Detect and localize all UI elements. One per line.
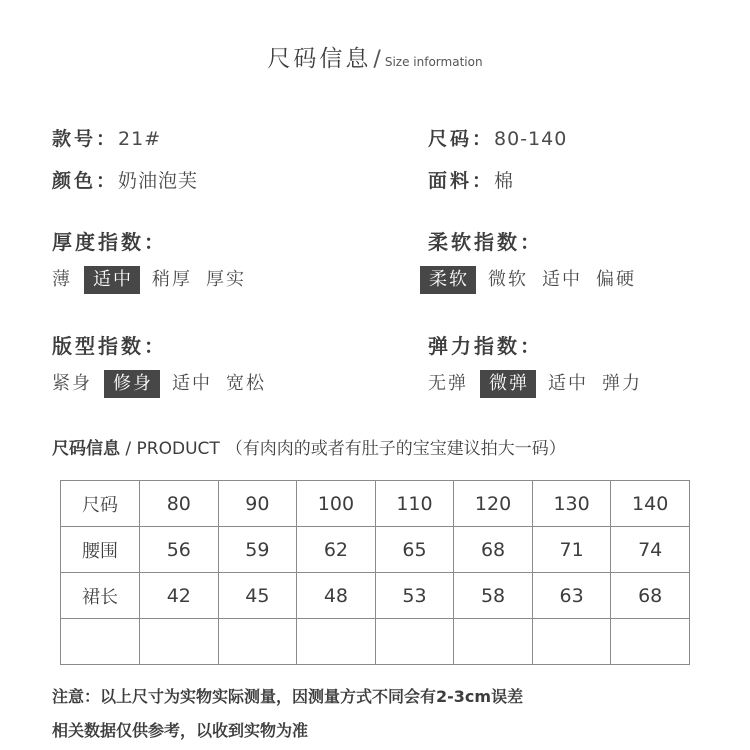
row-label <box>61 619 140 665</box>
row-label: 腰围 <box>61 527 140 573</box>
elasticity-option: 弹力 <box>602 373 642 394</box>
row-label: 裙长 <box>61 573 140 619</box>
table-row <box>61 573 690 619</box>
row-label: 尺码 <box>61 481 140 527</box>
table-cell: 120 <box>454 481 533 527</box>
softness-index-title: 柔软指数： <box>428 230 543 254</box>
softness-option: 偏硬 <box>596 269 636 290</box>
table-cell: 74 <box>611 527 690 573</box>
product-english: PRODUCT <box>136 439 220 459</box>
style-number-value: 21# <box>118 128 162 150</box>
table-cell <box>611 619 690 665</box>
table-cell: 71 <box>532 527 611 573</box>
table-cell: 65 <box>375 527 454 573</box>
softness-option: 微软 <box>488 269 528 290</box>
table-cell: 62 <box>297 527 376 573</box>
thickness-options <box>50 266 258 294</box>
fit-index-title: 版型指数： <box>52 334 167 358</box>
table-cell: 59 <box>218 527 297 573</box>
size-range-value: 80-140 <box>494 128 568 150</box>
thickness-option-selected: 适中 <box>84 266 140 294</box>
table-cell: 58 <box>454 573 533 619</box>
fabric-label: 面料： <box>428 170 495 192</box>
title-slash: / <box>373 47 381 72</box>
table-cell <box>532 619 611 665</box>
table-cell: 48 <box>297 573 376 619</box>
thickness-option: 薄 <box>52 269 72 290</box>
softness-option-selected: 柔软 <box>420 266 476 294</box>
note-line-2: 相关数据仅供参考，以收到实物为准 <box>52 721 309 740</box>
table-cell: 90 <box>218 481 297 527</box>
table-cell: 68 <box>454 527 533 573</box>
size-range-label: 尺码： <box>428 128 495 150</box>
table-cell: 42 <box>140 573 219 619</box>
fit-option: 宽松 <box>226 373 266 394</box>
style-number-label: 款号： <box>52 128 119 150</box>
product-size-title: 尺码信息 <box>52 439 120 459</box>
color-value: 奶油泡芙 <box>118 170 199 192</box>
table-cell: 140 <box>611 481 690 527</box>
elasticity-option: 适中 <box>548 373 588 394</box>
thickness-index-title: 厚度指数： <box>52 230 167 254</box>
fit-option: 紧身 <box>52 373 92 394</box>
table-cell <box>454 619 533 665</box>
thickness-option: 稍厚 <box>152 269 192 290</box>
table-cell: 80 <box>140 481 219 527</box>
table-cell: 68 <box>611 573 690 619</box>
title-english: Size information <box>384 55 483 69</box>
fit-options <box>50 370 278 398</box>
product-size-header <box>52 434 566 459</box>
fabric-field <box>428 166 514 193</box>
table-cell: 100 <box>297 481 376 527</box>
page-title <box>0 40 750 73</box>
table-cell: 110 <box>375 481 454 527</box>
fit-option-selected: 修身 <box>104 370 160 398</box>
table-cell <box>297 619 376 665</box>
size-table <box>60 480 690 665</box>
elasticity-options <box>426 370 654 398</box>
table-row <box>61 619 690 665</box>
softness-option: 适中 <box>542 269 582 290</box>
note-line-1: 注意：以上尺寸为实物实际测量，因测量方式不同会有2-3cm误差 <box>52 687 524 706</box>
table-row <box>61 481 690 527</box>
table-cell <box>140 619 219 665</box>
thickness-option: 厚实 <box>206 269 246 290</box>
size-range-field <box>428 124 567 151</box>
color-field <box>52 166 198 193</box>
table-cell: 45 <box>218 573 297 619</box>
table-cell: 130 <box>532 481 611 527</box>
fabric-value: 棉 <box>494 170 515 192</box>
color-label: 颜色： <box>52 170 119 192</box>
elasticity-index-title: 弹力指数： <box>428 334 543 358</box>
title-chinese: 尺码信息 <box>267 46 372 72</box>
softness-options <box>420 266 648 294</box>
elasticity-option-selected: 微弹 <box>480 370 536 398</box>
product-hint: （有肉肉的或者有肚子的宝宝建议拍大一码） <box>225 439 566 459</box>
product-slash: / <box>125 439 132 459</box>
style-number-field <box>52 124 161 151</box>
table-row <box>61 527 690 573</box>
table-cell <box>218 619 297 665</box>
table-cell <box>375 619 454 665</box>
elasticity-option: 无弹 <box>428 373 468 394</box>
table-cell: 53 <box>375 573 454 619</box>
table-cell: 63 <box>532 573 611 619</box>
table-cell: 56 <box>140 527 219 573</box>
fit-option: 适中 <box>172 373 212 394</box>
